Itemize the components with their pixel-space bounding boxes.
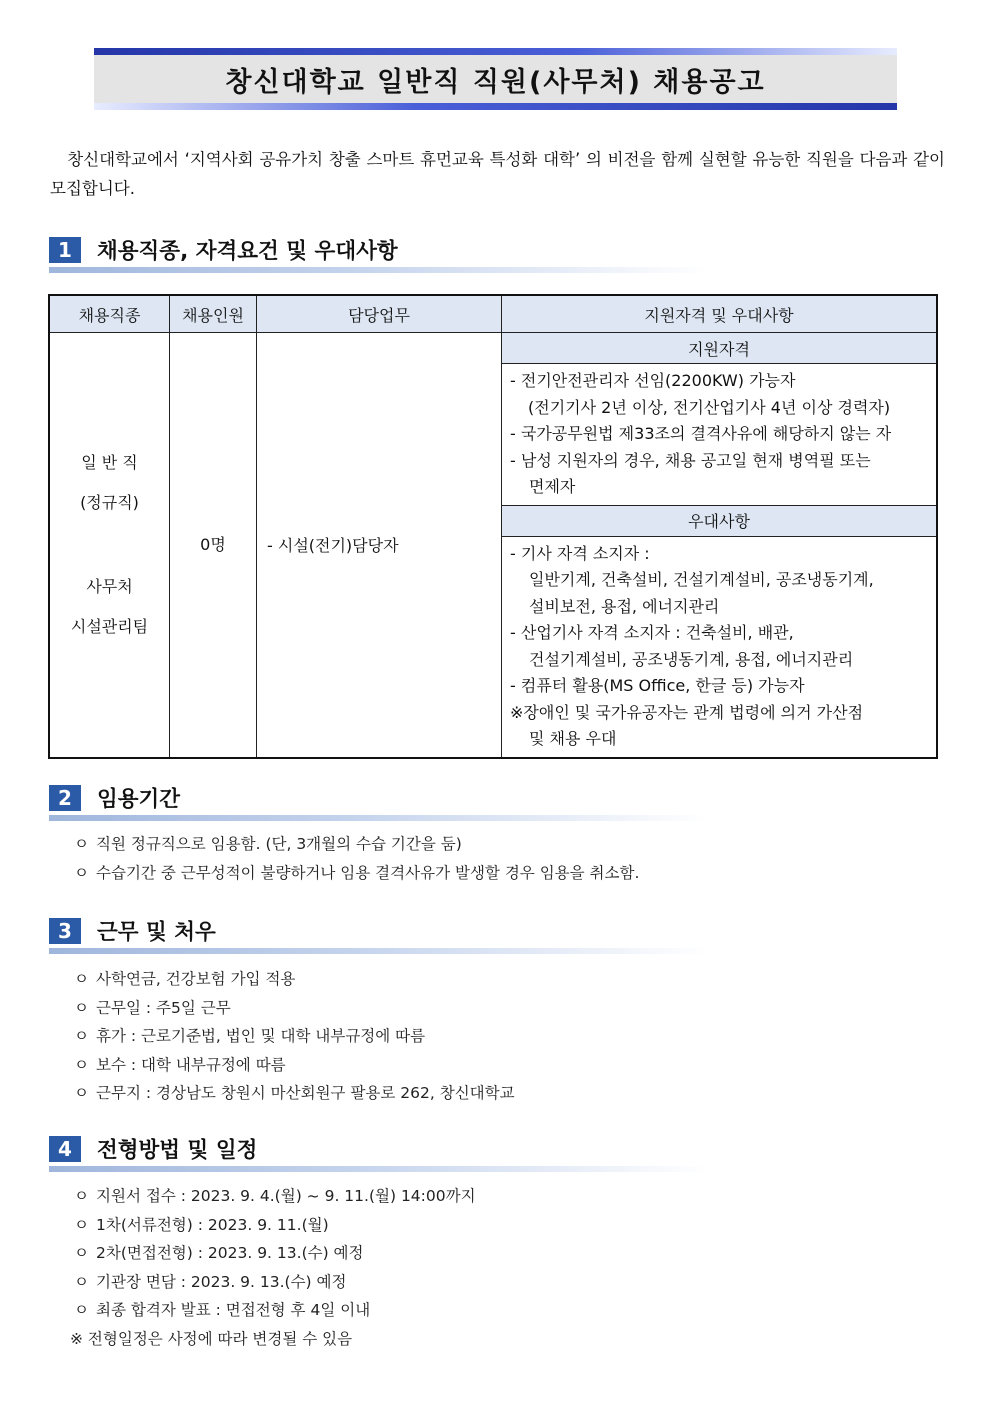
qualification-item: (전기기사 2년 이상, 전기산업기사 4년 이상 경력자) (528, 397, 891, 417)
title-bottom-bar (94, 103, 897, 110)
preference-item: 건설기계설비, 공조냉동기계, 용접, 에너지관리 (529, 649, 854, 669)
list-item: ㅇ 수습기간 중 근무성적이 불량하거나 임용 결격사유가 발생할 경우 임용을 취소함. (74, 859, 639, 888)
preference-subheader: 우대사항 (502, 505, 938, 536)
title-box (94, 55, 897, 103)
qualification-item: - 전기안전관리자 선임(2200KW) 가능자 (510, 371, 796, 390)
list-item: ㅇ 휴가 : 근로기준법, 법인 및 대학 내부규정에 따름 (74, 1022, 515, 1051)
period-list (74, 830, 639, 887)
preference-item: - 산업기사 자격 소지자 : 건축설비, 배관, (510, 623, 794, 642)
section-title: 채용직종, 자격요건 및 우대사항 (97, 239, 398, 264)
recruitment-table (48, 294, 938, 759)
qualification-item: - 국가공무원법 제33조의 결격사유에 해당하지 않는 자 (510, 424, 892, 443)
job-type-line: 시설관리팀 (70, 616, 149, 636)
list-item: ㅇ 2차(면접전형) : 2023. 9. 13.(수) 예정 (74, 1239, 476, 1268)
intro-text: 창신대학교에서 ‘지역사회 공유가치 창출 스마트 휴먼교육 특성화 대학’ 의 비전을 함께 실현할 유능한 직원을 다음과 같이 모집합니다. (50, 150, 945, 198)
bullet-icon: ㅇ (74, 1244, 89, 1262)
section-rule (49, 1166, 709, 1172)
section-number: 3 (49, 918, 81, 944)
list-item: ㅇ 1차(서류전형) : 2023. 9. 11.(월) (74, 1211, 476, 1240)
section-rule (49, 267, 709, 273)
job-type-line: 사무처 (86, 576, 133, 596)
list-item: ㅇ 직원 정규직으로 임용함. (단, 3개월의 수습 기간을 둠) (74, 830, 639, 859)
intro-paragraph (50, 145, 945, 203)
bullet-icon: ㅇ (74, 863, 89, 882)
section-number: 2 (49, 785, 81, 811)
section-number: 1 (49, 237, 81, 263)
bullet-icon: ㅇ (74, 1187, 89, 1205)
section-title: 근무 및 처우 (97, 920, 216, 945)
list-item: ㅇ 기관장 면담 : 2023. 9. 13.(수) 예정 (74, 1268, 476, 1297)
preference-item: 설비보전, 용접, 에너지관리 (529, 596, 720, 616)
page-title: 창신대학교 일반직 직원(사무처) 채용공고 (225, 66, 766, 98)
title-banner (94, 48, 897, 110)
list-item: ㅇ 근무일 : 주5일 근무 (74, 994, 515, 1023)
qualification-item: 면제자 (529, 477, 576, 496)
qualification-cell (502, 364, 938, 506)
section-title: 전형방법 및 일정 (97, 1138, 258, 1163)
preference-item: ※장애인 및 국가유공자는 관계 법령에 의거 가산점 (510, 702, 864, 722)
bullet-icon: ㅇ (74, 1055, 89, 1074)
duty-cell: - 시설(전기)담당자 (257, 333, 502, 758)
bullet-icon: ㅇ (74, 1272, 89, 1291)
job-type-cell (49, 333, 170, 758)
header-duty: 담당업무 (257, 295, 502, 333)
preference-cell (502, 536, 938, 758)
list-item: ㅇ 보수 : 대학 내부규정에 따름 (74, 1051, 515, 1080)
preference-item: - 컴퓨터 활용(MS Office, 한글 등) 가능자 (510, 676, 805, 695)
section-3-header (49, 918, 709, 958)
header-qualification: 지원자격 및 우대사항 (502, 295, 938, 333)
title-top-bar (94, 48, 897, 55)
list-item: ㅇ 최종 합격자 발표 : 면접전형 후 4일 이내 (74, 1296, 476, 1325)
bullet-icon: ㅇ (74, 998, 89, 1017)
bullet-icon: ㅇ (74, 970, 89, 988)
section-rule (49, 815, 709, 821)
job-type-line: 일 반 직 (81, 452, 138, 472)
section-1-header (49, 237, 709, 277)
list-item: ㅇ 근무지 : 경상남도 창원시 마산회원구 팔용로 262, 창신대학교 (74, 1079, 515, 1108)
section-2-header (49, 785, 709, 825)
section-rule (49, 948, 709, 954)
schedule-list (74, 1182, 476, 1325)
header-job-type: 채용직종 (49, 295, 170, 333)
header-count: 채용인원 (170, 295, 257, 333)
schedule-note: ※ 전형일정은 사정에 따라 변경될 수 있음 (70, 1330, 353, 1348)
preference-item: 및 채용 우대 (529, 729, 617, 748)
preference-item: 일반기계, 건축설비, 건설기계설비, 공조냉동기계, (529, 570, 874, 589)
preference-item: - 기사 자격 소지자 : (510, 543, 650, 563)
job-type-line: (정규직) (80, 492, 139, 512)
bullet-icon: ㅇ (74, 1084, 89, 1102)
count-cell: 0명 (170, 333, 257, 758)
section-title: 임용기간 (97, 787, 181, 812)
conditions-list (74, 965, 515, 1108)
bullet-icon: ㅇ (74, 1027, 89, 1045)
qualification-subheader: 지원자격 (502, 333, 938, 364)
section-number: 4 (49, 1136, 81, 1162)
bullet-icon: ㅇ (74, 835, 89, 853)
list-item: ㅇ 지원서 접수 : 2023. 9. 4.(월) ~ 9. 11.(월) 14:00까지 (74, 1182, 476, 1211)
bullet-icon: ㅇ (74, 1301, 89, 1319)
qualification-item: - 남성 지원자의 경우, 채용 공고일 현재 병역필 또는 (510, 450, 871, 470)
section-4-header (49, 1136, 709, 1176)
bullet-icon: ㅇ (74, 1215, 89, 1234)
list-item: ㅇ 사학연금, 건강보험 가입 적용 (74, 965, 515, 994)
